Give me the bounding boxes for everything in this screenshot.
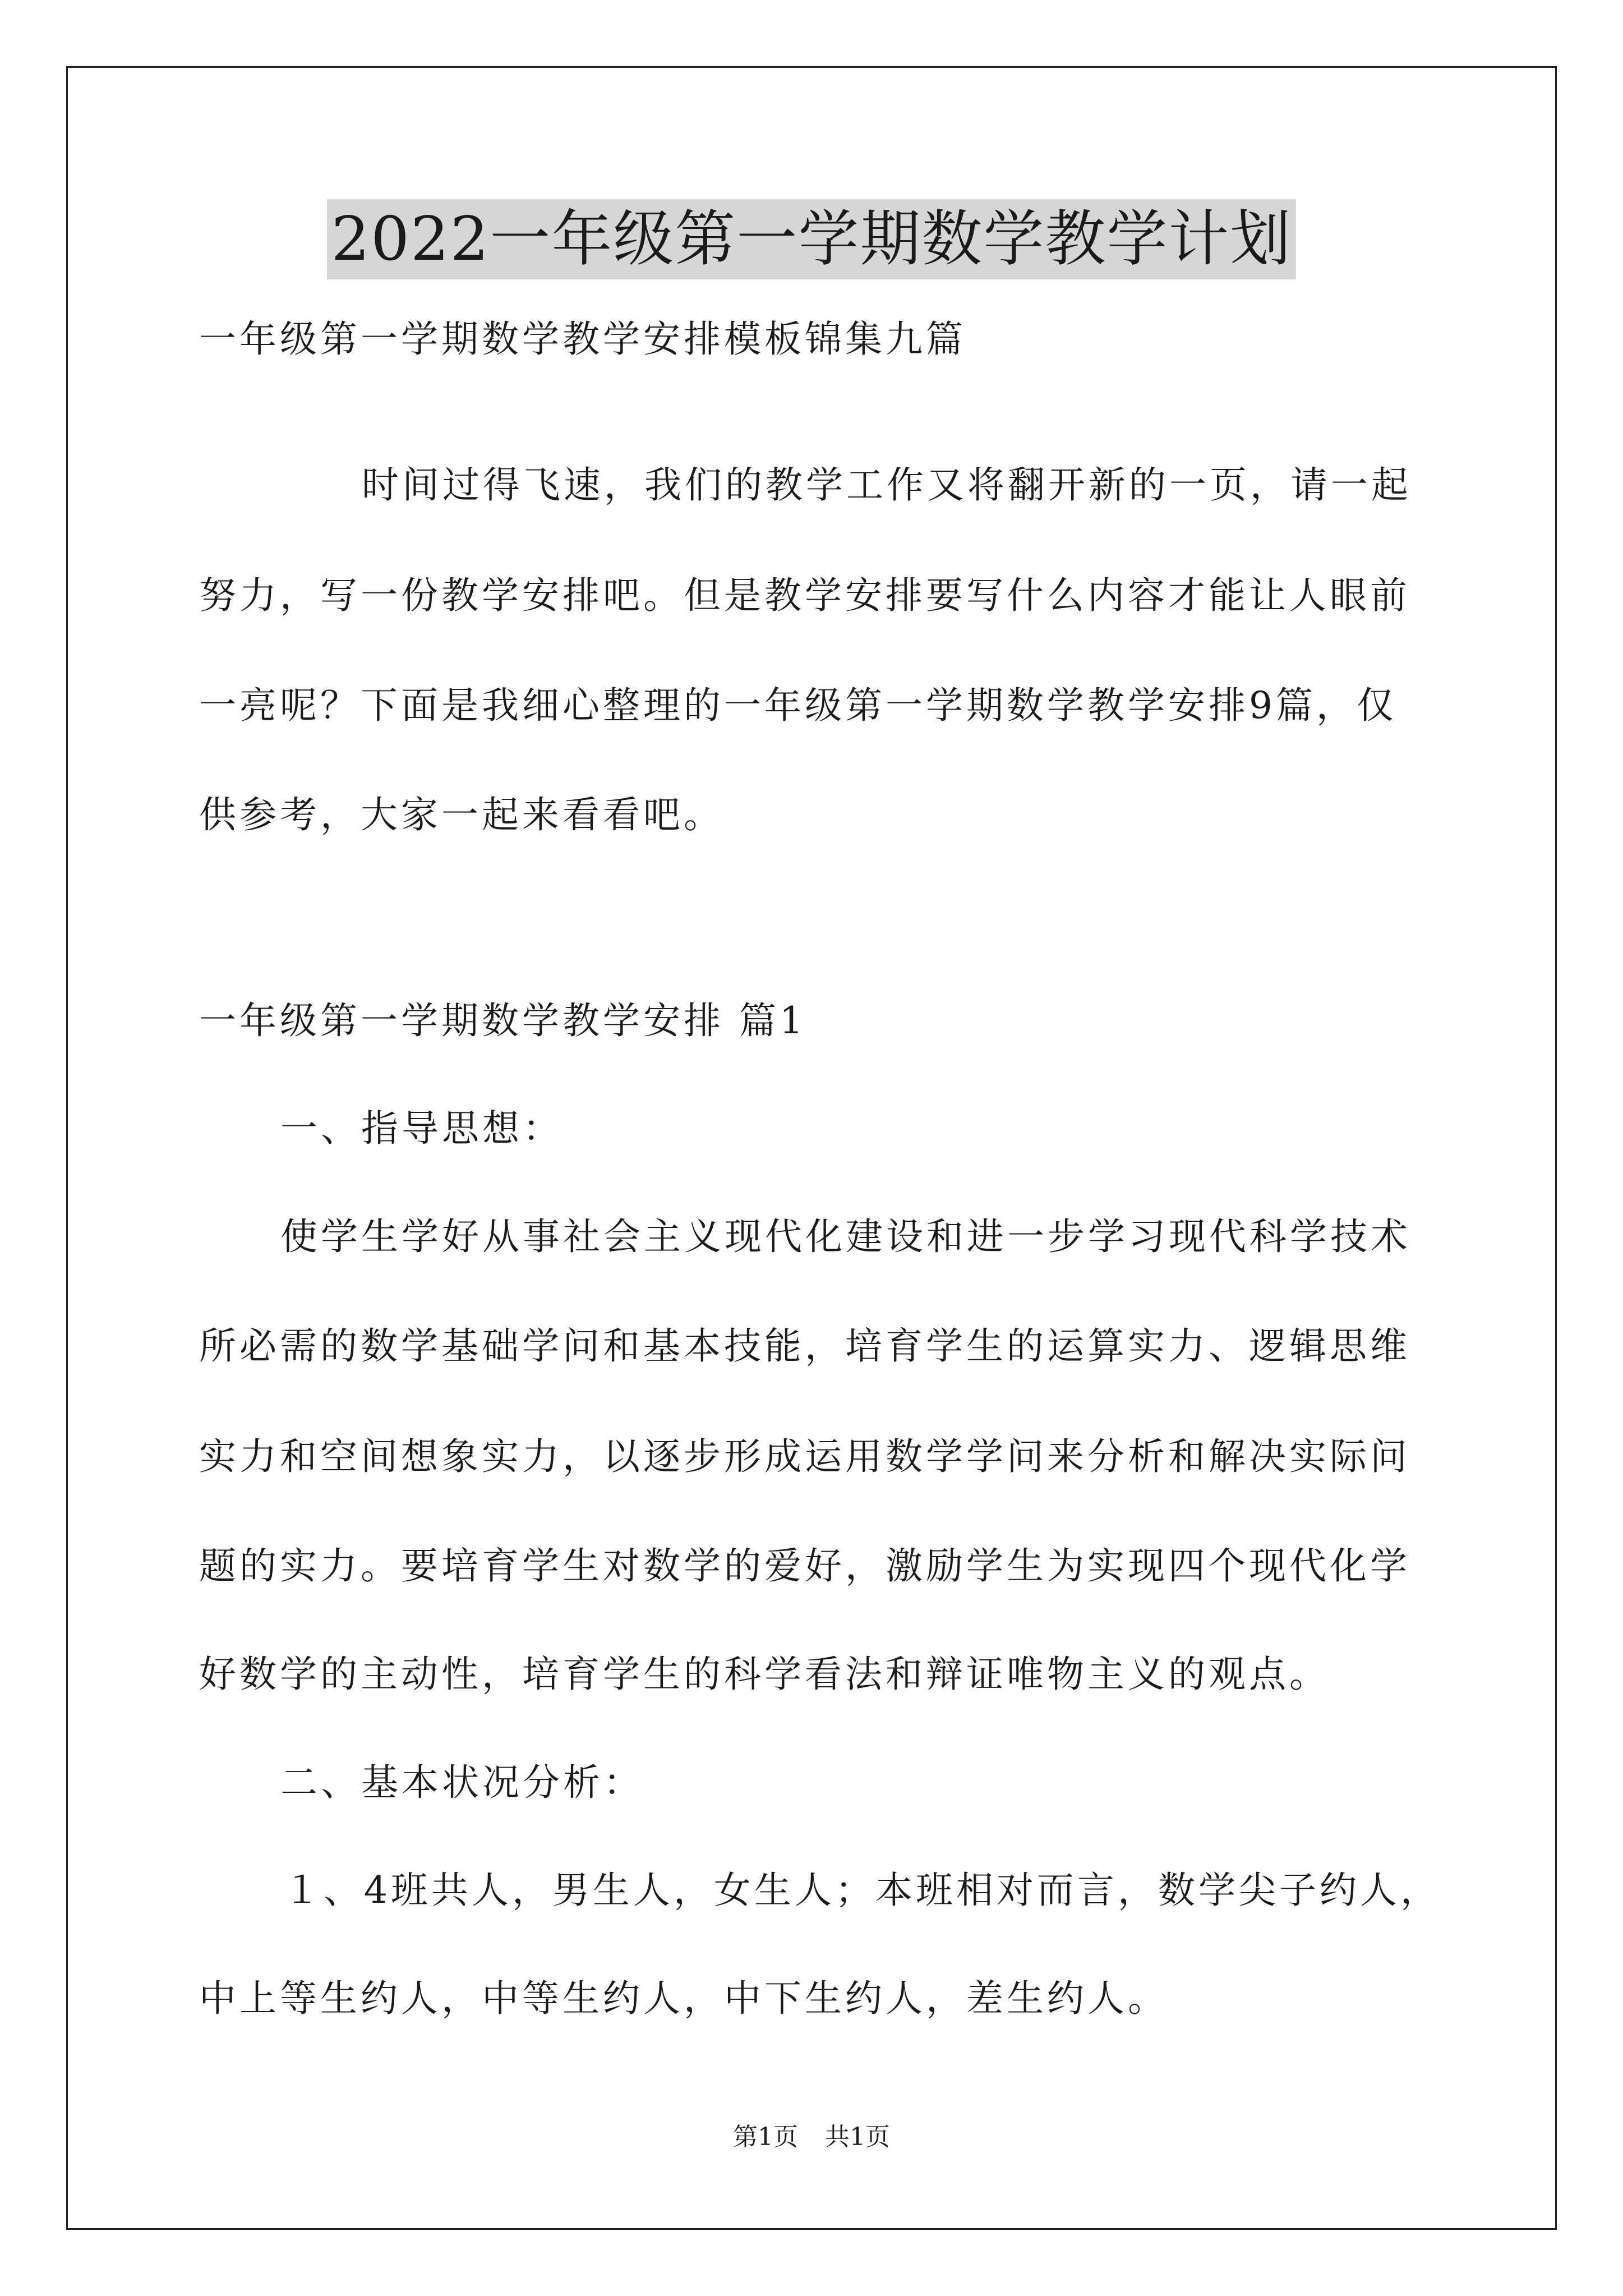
paragraph-line: 中上等生约人，中等生约人，中下生约人，差生约人。 [199,1977,1168,2020]
document-title: 2022一年级第一学期数学教学计划 [327,199,1297,279]
paragraph-line: １、4班共人，男生人，女生人；本班相对而言，数学尖子约人， [283,1869,1441,1912]
page-number-total: 共1页 [825,2123,890,2151]
paragraph-line: 好数学的主动性，培育学生的科学看法和辩证唯物主义的观点。 [199,1653,1330,1696]
paragraph-line: 供参考，大家一起来看看吧。 [199,793,724,836]
paragraph-line: 一亮呢？下面是我细心整理的一年级第一学期数学教学安排9篇，仅 [199,684,1397,727]
page-number-current: 第1页 [733,2123,798,2151]
paragraph-line: 题的实力。要培育学生对数学的爱好，激励学生为实现四个现代化学 [199,1544,1410,1588]
heading-guiding-ideology: 一、指导思想： [280,1107,563,1150]
paragraph-line: 所必需的数学基础学问和基本技能，培育学生的运算实力、逻辑思维 [199,1324,1410,1368]
heading-situation-analysis: 二、基本状况分析： [280,1761,644,1804]
title-container [0,199,1623,279]
section-heading: 一年级第一学期数学教学安排 篇1 [199,999,806,1042]
paragraph-line: 努力，写一份教学安排吧。但是教学安排要写什么内容才能让人眼前 [199,574,1410,617]
paragraph-line: 实力和空间想象实力，以逐步形成运用数学学问来分析和解决实际问 [199,1435,1410,1478]
subtitle: 一年级第一学期数学教学安排模板锦集九篇 [199,318,966,361]
paragraph-line: 使学生学好从事社会主义现代化建设和进一步学习现代科学技术 [280,1215,1411,1258]
paragraph-line: 时间过得飞速，我们的教学工作又将翻开新的一页，请一起 [362,463,1412,507]
page-footer [0,2122,1623,2153]
